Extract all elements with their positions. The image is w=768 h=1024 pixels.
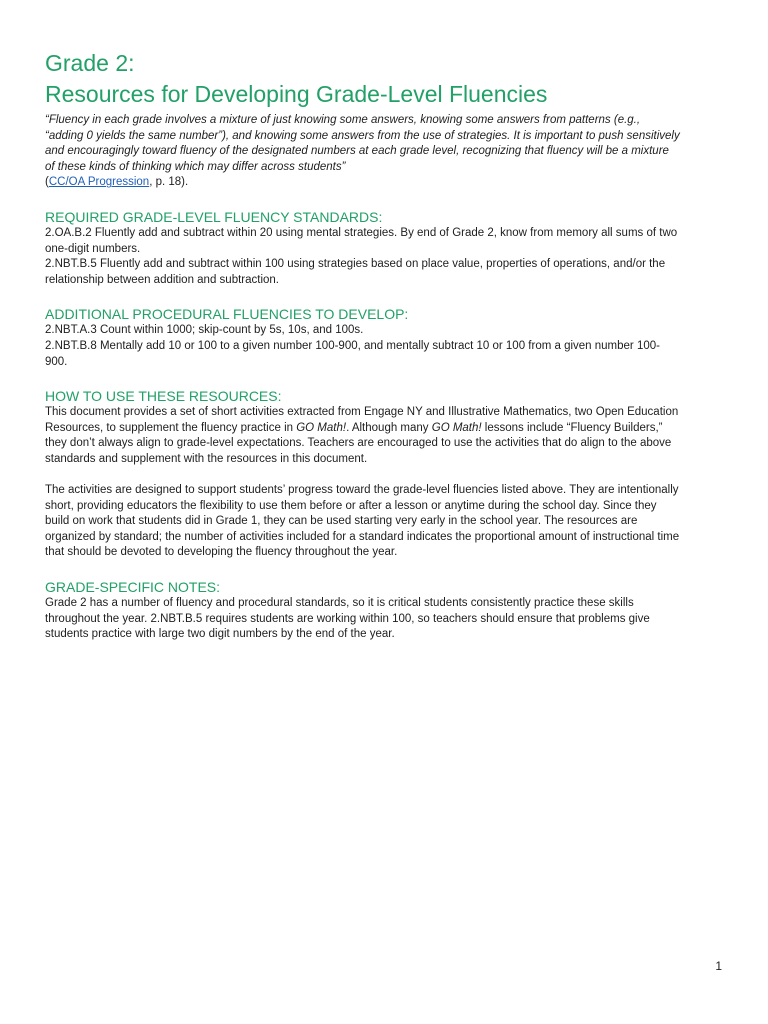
title-line-resources: Resources for Developing Grade-Level Fluencies bbox=[45, 81, 548, 107]
go-math-title-2: GO Math! bbox=[431, 421, 482, 434]
intro-quote-paragraph bbox=[45, 113, 681, 191]
go-math-title-1: GO Math! bbox=[296, 421, 347, 434]
page-number: 1 bbox=[715, 959, 722, 973]
document-page bbox=[45, 48, 681, 643]
additional-fluencies-heading: ADDITIONAL PROCEDURAL FLUENCIES TO DEVELOP: bbox=[45, 306, 409, 323]
additional-fluencies-section bbox=[45, 306, 681, 370]
required-standards-heading: REQUIRED GRADE-LEVEL FLUENCY STANDARDS: bbox=[45, 208, 383, 225]
grade-notes-text: Grade 2 has a number of fluency and procedural standards, so it is critical students consistently practice these skills throughout the year. 2.NBT.B.5 requires students are working within 100, so teachers should ensure that problems give students practice with large two digit numbers by the end of the year. bbox=[45, 597, 650, 641]
title-line-grade: Grade 2: bbox=[45, 50, 135, 76]
citation-open: ( bbox=[45, 176, 49, 189]
required-standards-section bbox=[45, 209, 681, 288]
intro-quote: “Fluency in each grade involves a mixture of just knowing some answers, knowing some answers from patterns (e.g., “adding 0 yields the same number”), and knowing some answers from the use of strategies. It is important to push sensitively and encouragingly toward fluency of the designated numbers at each grade level, recognizing that fluency will be a mixture of these kinds of thinking which may differ across students” bbox=[45, 114, 680, 173]
how-to-paragraph-1 bbox=[45, 405, 681, 467]
how-to-p1-text-b: . Although many bbox=[346, 421, 432, 434]
how-to-p1-text-a: This document provides a set of short activities extracted from Engage NY and Illustrative Mathematics, two Open Education Resources, to supplement the fluency practice in bbox=[45, 406, 679, 434]
grade-notes-heading: GRADE-SPECIFIC NOTES: bbox=[45, 579, 221, 596]
how-to-p1-text-c: lessons include “Fluency Builders,” they don’t always align to grade-level expectations. Teachers are encouraged to use the activities that do align to the above standards and supplement with the resources in this document. bbox=[45, 421, 672, 465]
standard-2nbtb5: 2.NBT.B.5 Fluently add and subtract within 100 using strategies based on place value, properties of operations, and/or the relationship between addition and subtraction. bbox=[45, 258, 666, 286]
standard-2oab2: 2.OA.B.2 Fluently add and subtract within 20 using mental strategies. By end of Grade 2, know from memory all sums of two one-digit numbers. bbox=[45, 226, 678, 255]
citation-close: , p. 18). bbox=[149, 176, 189, 189]
how-to-use-heading: HOW TO USE THESE RESOURCES: bbox=[45, 388, 282, 405]
standard-2nbtb8: 2.NBT.B.8 Mentally add 10 or 100 to a given number 100-900, and mentally subtract 10 or 100 from a given number 100-900. bbox=[45, 339, 660, 368]
standard-2nbta3: 2.NBT.A.3 Count within 1000; skip-count by 5s, 10s, and 100s. bbox=[45, 324, 364, 337]
cc-oa-progression-link[interactable]: CC/OA Progression bbox=[48, 176, 150, 189]
page-title bbox=[45, 48, 681, 110]
how-to-use-section bbox=[45, 388, 681, 561]
how-to-paragraph-2: The activities are designed to support students’ progress toward the grade-level fluencies listed above. They are intentionally short, providing educators the flexibility to use them before or after a lesson or anytime during the school day. Since they build on work that students did in Grade 1, they can be used starting very early in the school year. The resources are organized by standard; the number of activities included for a standard indicates the proportional amount of instructional time that should be devoted to developing the fluency throughout the year. bbox=[45, 484, 680, 559]
grade-notes-section bbox=[45, 579, 681, 643]
